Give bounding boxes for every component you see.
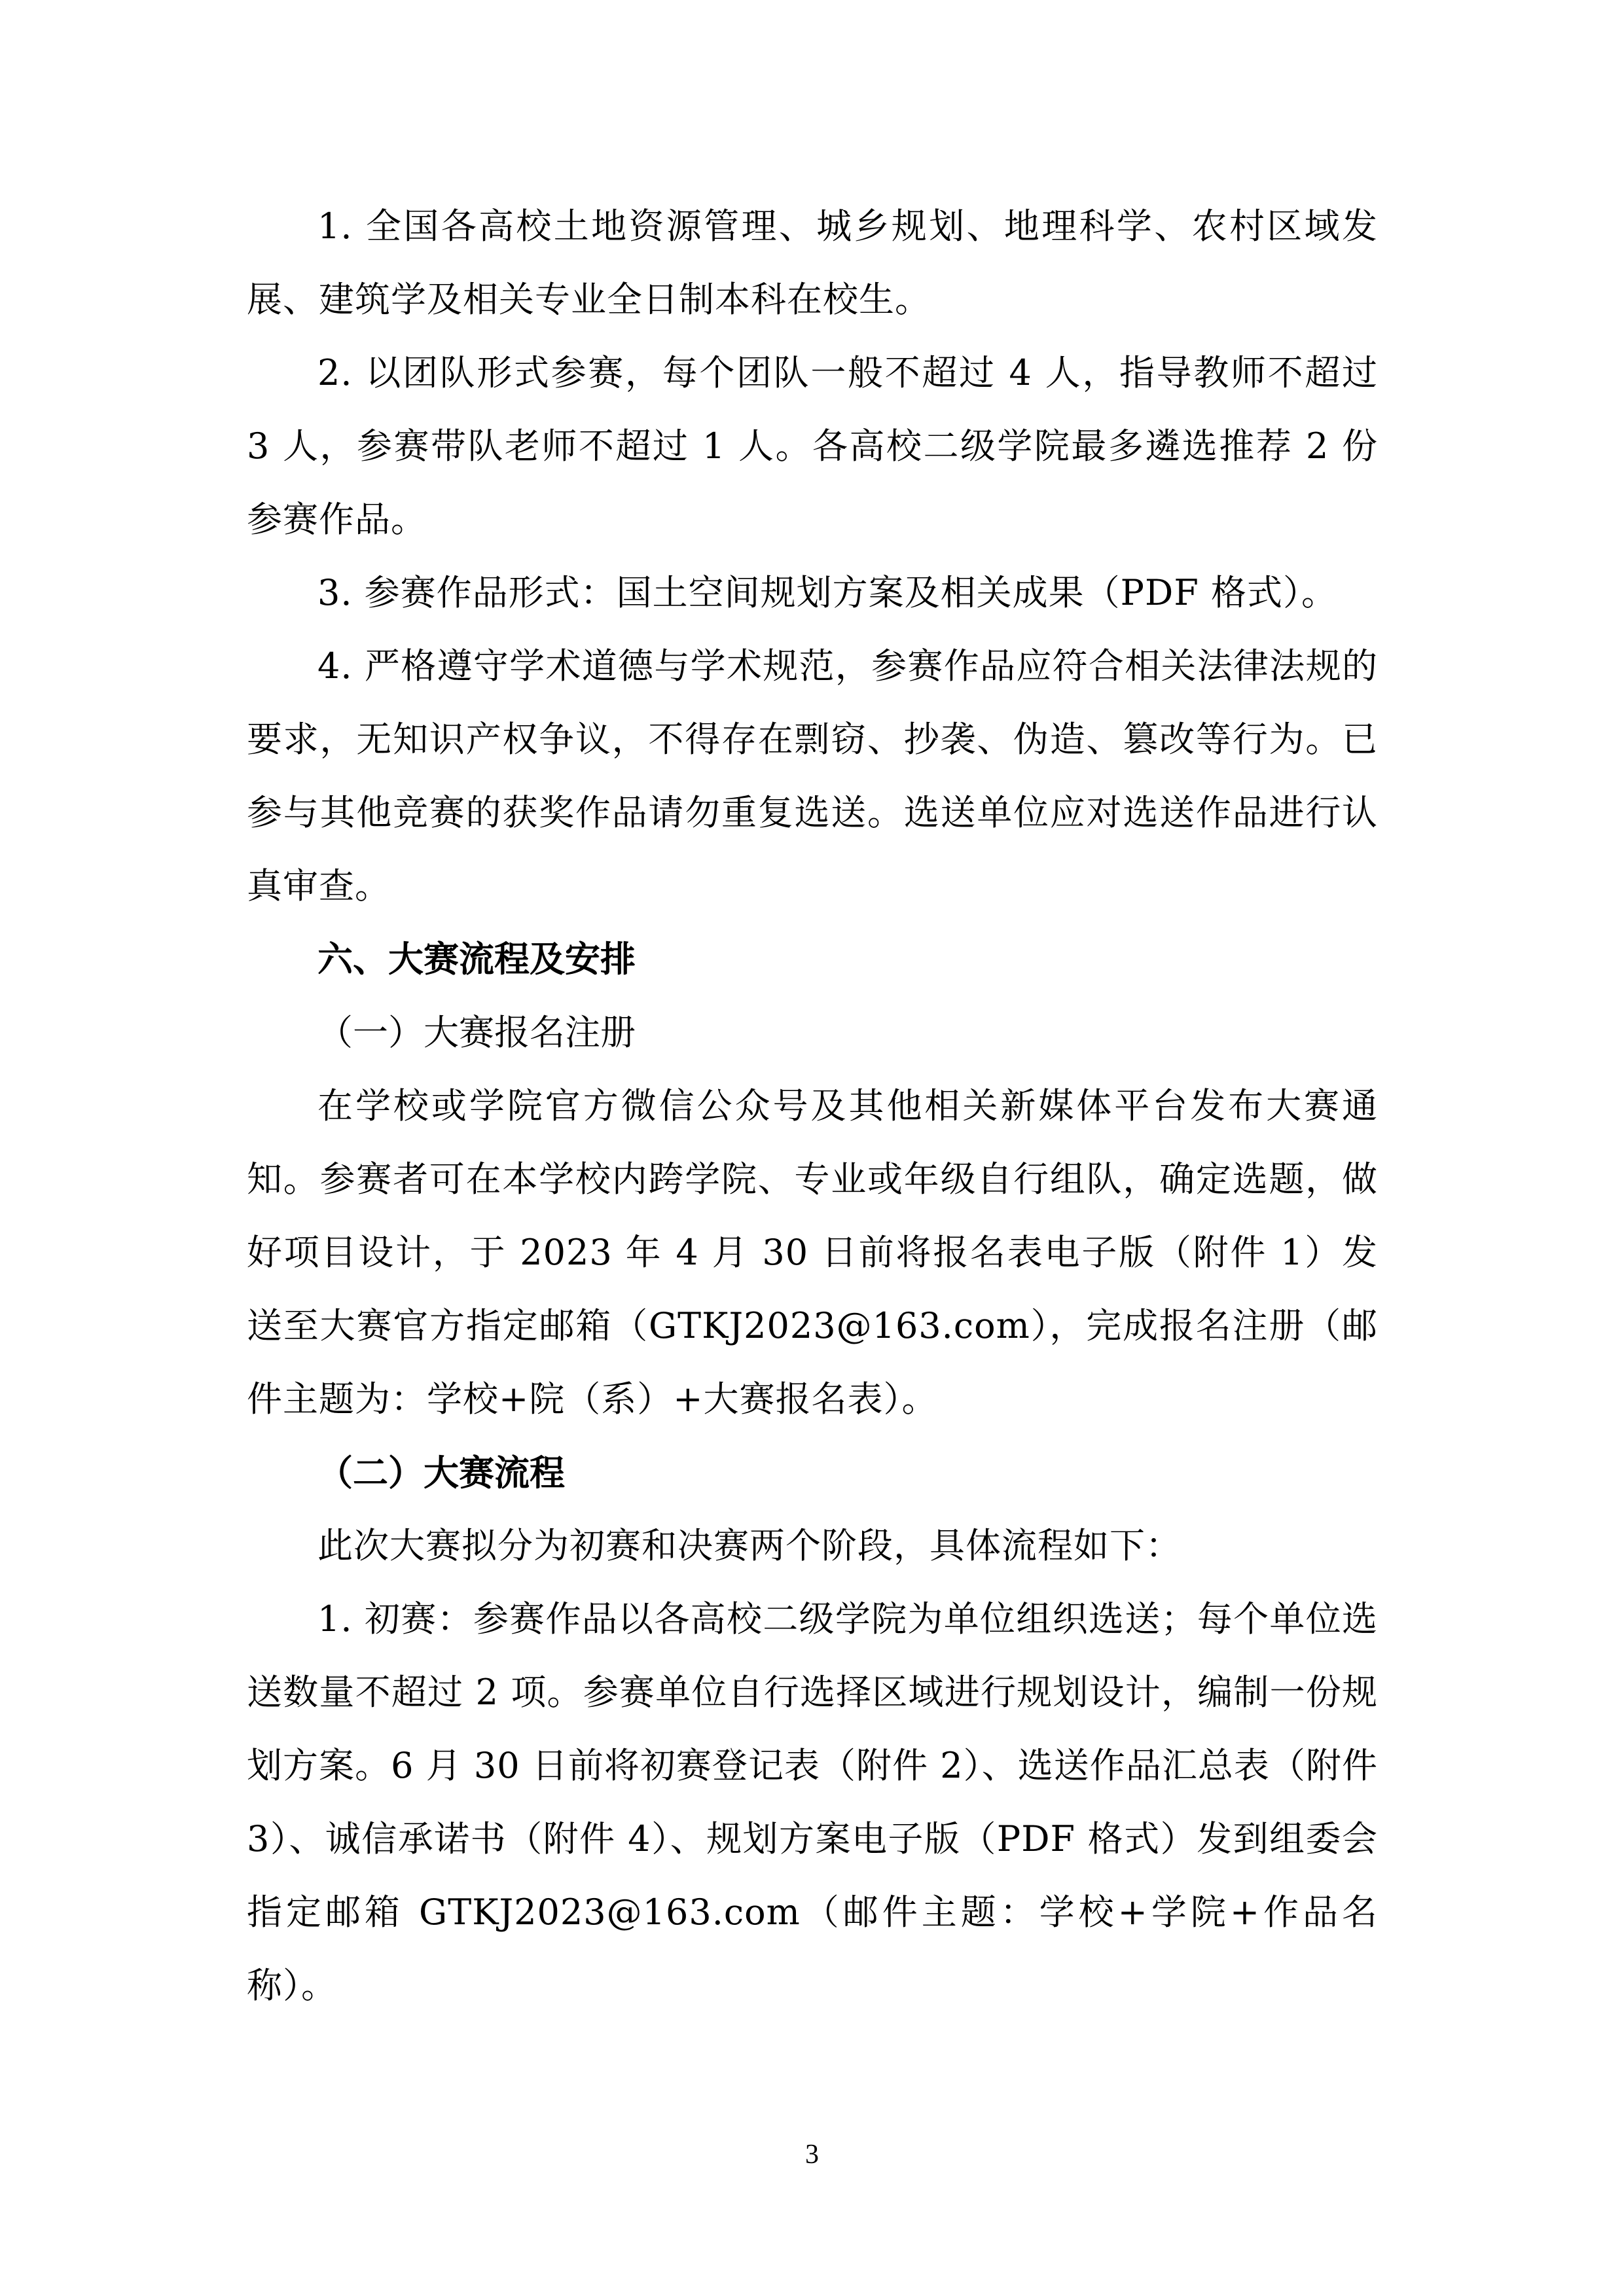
page-number: 3 [805, 2140, 819, 2170]
paragraph-eligibility-4: 4. 严格遵守学术道德与学术规范，参赛作品应符合相关法律法规的要求，无知识产权争议，不得存在剽窃、抄袭、伪造、篡改等行为。已参与其他竞赛的获奖作品请勿重复选送。选送单位应对选送作品进行认真审查。 [247, 645, 1378, 906]
paragraph-eligibility-3: 3. 参赛作品形式：国土空间规划方案及相关成果（PDF 格式）。 [317, 572, 1337, 613]
paragraph-preliminary-round: 1. 初赛：参赛作品以各高校二级学院为单位组织选送；每个单位选送数量不超过 2 项。参赛单位自行选择区域进行规划设计，编制一份规划方案。6 月 30 日前将初赛登记表（附件 2）、选送作品汇总表（附件 3）、诚信承诺书（附件 4）、规划方案电子版（PDF 格式）发到组委会指定邮箱 GTKJ2023@163.com（邮件主题：学校+学院+作品名称）。 [247, 1598, 1378, 2006]
paragraph-process-intro: 此次大赛拟分为初赛和决赛两个阶段，具体流程如下： [317, 1525, 1182, 1566]
paragraph-registration: 在学校或学院官方微信公众号及其他相关新媒体平台发布大赛通知。参赛者可在本学校内跨学院、专业或年级自行组队，确定选题，做好项目设计，于 2023 年 4 月 30 日前将报名表电子版（附件 1）发送至大赛官方指定邮箱（GTKJ2023@163.com），完成报名注册（邮件主题为：学校+院（系）+大赛报名表）。 [247, 1085, 1378, 1420]
subsection-heading-2: （二）大赛流程 [317, 1452, 565, 1494]
subsection-heading-1: （一）大赛报名注册 [317, 1012, 636, 1053]
paragraph-eligibility-1: 1. 全国各高校土地资源管理、城乡规划、地理科学、农村区域发展、建筑学及相关专业全日制本科在校生。 [247, 206, 1378, 320]
paragraph-eligibility-2: 2. 以团队形式参赛，每个团队一般不超过 4 人，指导教师不超过 3 人，参赛带队老师不超过 1 人。各高校二级学院最多遴选推荐 2 份参赛作品。 [247, 352, 1378, 540]
section-heading-6: 六、大赛流程及安排 [317, 939, 636, 980]
document-body [247, 190, 1378, 2022]
